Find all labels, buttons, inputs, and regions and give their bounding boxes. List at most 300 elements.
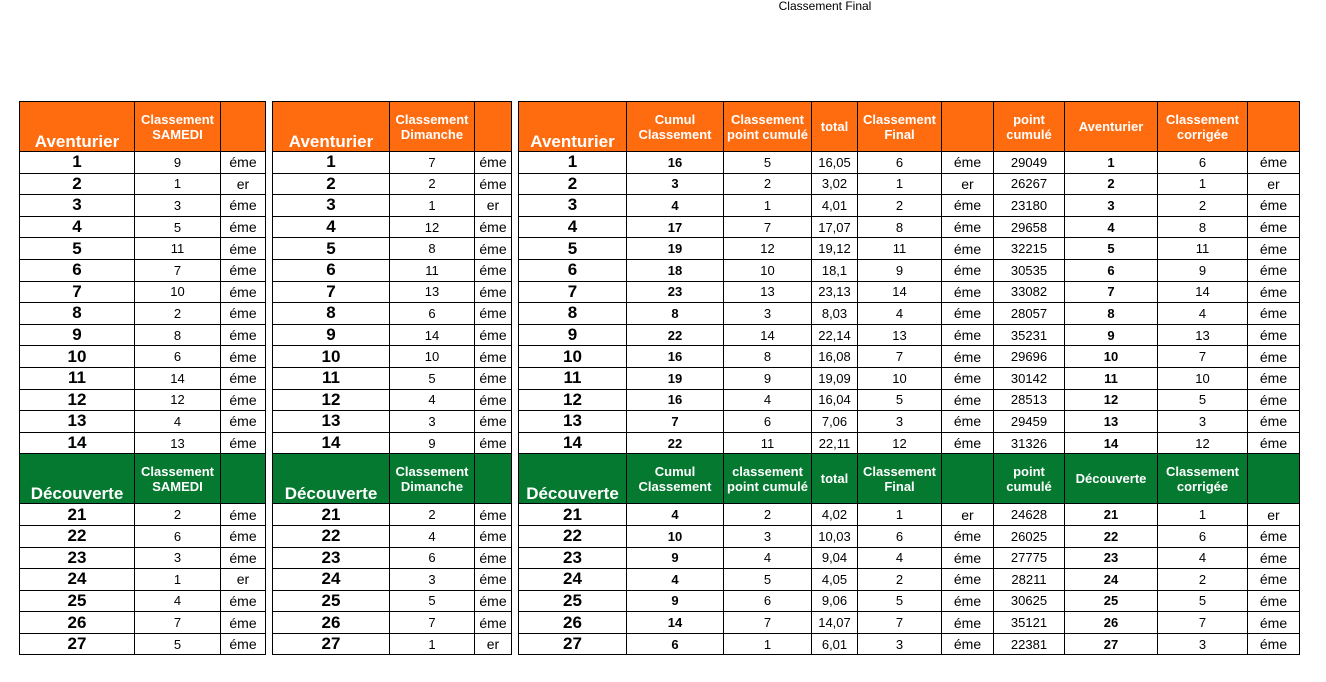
final-rank-cell: 1 xyxy=(858,173,942,195)
total-cell: 9,04 xyxy=(812,547,858,569)
rank-cell: 6 xyxy=(135,525,221,547)
column-header xyxy=(221,102,266,152)
column-header xyxy=(942,102,994,152)
team-id-repeat: 1 xyxy=(1065,152,1158,174)
column-header: Classement corrigée xyxy=(1158,102,1248,152)
team-id: 3 xyxy=(20,195,135,217)
suffix-cell: éme xyxy=(1248,324,1300,346)
table-row xyxy=(519,281,1300,303)
suffix-cell: éme xyxy=(221,411,266,433)
total-cell: 23,13 xyxy=(812,281,858,303)
team-id: 9 xyxy=(273,324,390,346)
team-id: 8 xyxy=(20,303,135,325)
final-rank-cell: 7 xyxy=(858,346,942,368)
final-rank-cell: 2 xyxy=(858,569,942,591)
column-header: Découverte xyxy=(20,454,135,504)
rank-cell: 1 xyxy=(135,173,221,195)
column-header: Aventurier xyxy=(20,102,135,152)
suffix-cell: éme xyxy=(942,281,994,303)
suffix-cell: éme xyxy=(475,303,512,325)
final-ranking-table xyxy=(518,101,1300,655)
points-cell: 28057 xyxy=(994,303,1065,325)
cumul-cell: 18 xyxy=(627,259,724,281)
total-cell: 6,01 xyxy=(812,633,858,655)
points-cell: 30625 xyxy=(994,590,1065,612)
column-header: Découverte xyxy=(1065,454,1158,504)
cumul-cell: 10 xyxy=(627,525,724,547)
point-rank-cell: 3 xyxy=(724,303,812,325)
corrected-rank-cell: 2 xyxy=(1158,569,1248,591)
points-cell: 32215 xyxy=(994,238,1065,260)
suffix-cell: er xyxy=(475,195,512,217)
final-rank-cell: 8 xyxy=(858,216,942,238)
team-id-repeat: 21 xyxy=(1065,504,1158,526)
suffix-cell: éme xyxy=(475,525,512,547)
suffix-cell: éme xyxy=(221,303,266,325)
team-id: 7 xyxy=(519,281,627,303)
suffix-cell: éme xyxy=(942,411,994,433)
point-rank-cell: 2 xyxy=(724,173,812,195)
team-id: 11 xyxy=(273,367,390,389)
final-rank-cell: 4 xyxy=(858,547,942,569)
aventurier-header-row xyxy=(20,102,266,152)
cumul-cell: 9 xyxy=(627,547,724,569)
team-id-repeat: 8 xyxy=(1065,303,1158,325)
team-id: 5 xyxy=(519,238,627,260)
rank-cell: 8 xyxy=(390,238,475,260)
suffix-cell: éme xyxy=(475,504,512,526)
table-row xyxy=(519,152,1300,174)
team-id: 8 xyxy=(273,303,390,325)
total-cell: 19,12 xyxy=(812,238,858,260)
column-header: Classement Dimanche xyxy=(390,454,475,504)
table-row xyxy=(20,259,266,281)
total-cell: 17,07 xyxy=(812,216,858,238)
aventurier-header-row xyxy=(273,102,512,152)
points-cell: 29696 xyxy=(994,346,1065,368)
team-id: 5 xyxy=(273,238,390,260)
suffix-cell: éme xyxy=(221,346,266,368)
final-rank-cell: 4 xyxy=(858,303,942,325)
decouverte-header-row xyxy=(519,454,1300,504)
team-id-repeat: 14 xyxy=(1065,432,1158,454)
points-cell: 28513 xyxy=(994,389,1065,411)
final-rank-cell: 11 xyxy=(858,238,942,260)
final-rank-cell: 5 xyxy=(858,590,942,612)
table-row xyxy=(273,324,512,346)
suffix-cell: éme xyxy=(475,590,512,612)
table-row xyxy=(20,216,266,238)
suffix-cell: éme xyxy=(475,389,512,411)
points-cell: 26025 xyxy=(994,525,1065,547)
final-rank-cell: 14 xyxy=(858,281,942,303)
point-rank-cell: 7 xyxy=(724,612,812,634)
corrected-rank-cell: 5 xyxy=(1158,389,1248,411)
cumul-cell: 4 xyxy=(627,569,724,591)
rank-cell: 5 xyxy=(390,590,475,612)
suffix-cell: er xyxy=(221,173,266,195)
team-id-repeat: 6 xyxy=(1065,259,1158,281)
suffix-cell: éme xyxy=(221,281,266,303)
suffix-cell: éme xyxy=(475,324,512,346)
table-row xyxy=(20,367,266,389)
table-row xyxy=(273,612,512,634)
team-id: 24 xyxy=(20,569,135,591)
team-id: 12 xyxy=(519,389,627,411)
cumul-cell: 16 xyxy=(627,389,724,411)
suffix-cell: éme xyxy=(942,238,994,260)
points-cell: 29658 xyxy=(994,216,1065,238)
cumul-cell: 16 xyxy=(627,152,724,174)
team-id: 25 xyxy=(273,590,390,612)
team-id: 1 xyxy=(519,152,627,174)
team-id: 22 xyxy=(273,525,390,547)
corrected-rank-cell: 1 xyxy=(1158,504,1248,526)
page-title: Classement Final xyxy=(778,0,872,13)
final-rank-cell: 7 xyxy=(858,612,942,634)
cumul-cell: 14 xyxy=(627,612,724,634)
corrected-rank-cell: 4 xyxy=(1158,303,1248,325)
final-rank-cell: 3 xyxy=(858,633,942,655)
suffix-cell: éme xyxy=(942,324,994,346)
team-id: 11 xyxy=(20,367,135,389)
team-id: 2 xyxy=(273,173,390,195)
rank-cell: 12 xyxy=(135,389,221,411)
rank-cell: 5 xyxy=(135,216,221,238)
team-id: 24 xyxy=(273,569,390,591)
rank-cell: 4 xyxy=(390,389,475,411)
column-header: Classement Dimanche xyxy=(390,102,475,152)
rank-cell: 2 xyxy=(135,303,221,325)
suffix-cell: éme xyxy=(221,152,266,174)
total-cell: 4,02 xyxy=(812,504,858,526)
total-cell: 19,09 xyxy=(812,367,858,389)
column-header: Découverte xyxy=(273,454,390,504)
total-cell: 7,06 xyxy=(812,411,858,433)
corrected-rank-cell: 3 xyxy=(1158,411,1248,433)
corrected-rank-cell: 1 xyxy=(1158,173,1248,195)
suffix-cell: éme xyxy=(1248,525,1300,547)
corrected-rank-cell: 13 xyxy=(1158,324,1248,346)
suffix-cell: éme xyxy=(942,367,994,389)
table-row xyxy=(20,547,266,569)
table-row xyxy=(519,411,1300,433)
corrected-rank-cell: 12 xyxy=(1158,432,1248,454)
total-cell: 16,05 xyxy=(812,152,858,174)
suffix-cell: éme xyxy=(942,303,994,325)
rank-cell: 11 xyxy=(390,259,475,281)
column-header xyxy=(221,454,266,504)
table-row xyxy=(519,525,1300,547)
suffix-cell: éme xyxy=(221,367,266,389)
column-header: Classement corrigée xyxy=(1158,454,1248,504)
point-rank-cell: 1 xyxy=(724,633,812,655)
team-id: 26 xyxy=(519,612,627,634)
table-row xyxy=(273,238,512,260)
final-rank-cell: 6 xyxy=(858,152,942,174)
team-id: 9 xyxy=(20,324,135,346)
rank-cell: 6 xyxy=(135,346,221,368)
team-id: 14 xyxy=(519,432,627,454)
points-cell: 24628 xyxy=(994,504,1065,526)
table-row xyxy=(20,281,266,303)
team-id: 4 xyxy=(20,216,135,238)
cumul-cell: 22 xyxy=(627,324,724,346)
final-rank-cell: 1 xyxy=(858,504,942,526)
team-id-repeat: 27 xyxy=(1065,633,1158,655)
rank-cell: 7 xyxy=(135,612,221,634)
table-row xyxy=(519,367,1300,389)
points-cell: 27775 xyxy=(994,547,1065,569)
column-header: Classement SAMEDI xyxy=(135,454,221,504)
table-row xyxy=(20,612,266,634)
team-id: 3 xyxy=(273,195,390,217)
cumul-cell: 6 xyxy=(627,633,724,655)
cumul-cell: 9 xyxy=(627,590,724,612)
point-rank-cell: 13 xyxy=(724,281,812,303)
rank-cell: 6 xyxy=(390,303,475,325)
rank-cell: 9 xyxy=(390,432,475,454)
team-id-repeat: 11 xyxy=(1065,367,1158,389)
suffix-cell: er xyxy=(475,633,512,655)
suffix-cell: éme xyxy=(1248,238,1300,260)
decouverte-header-row xyxy=(20,454,266,504)
suffix-cell: éme xyxy=(1248,633,1300,655)
suffix-cell: éme xyxy=(221,324,266,346)
column-header xyxy=(475,454,512,504)
team-id: 23 xyxy=(20,547,135,569)
table-row xyxy=(519,504,1300,526)
corrected-rank-cell: 7 xyxy=(1158,612,1248,634)
suffix-cell: éme xyxy=(942,216,994,238)
cumul-cell: 17 xyxy=(627,216,724,238)
rank-cell: 2 xyxy=(390,504,475,526)
table-row xyxy=(273,303,512,325)
points-cell: 33082 xyxy=(994,281,1065,303)
suffix-cell: éme xyxy=(942,389,994,411)
column-header: Cumul Classement xyxy=(627,102,724,152)
aventurier-header-row xyxy=(519,102,1300,152)
rank-cell: 6 xyxy=(390,547,475,569)
rank-cell: 3 xyxy=(135,547,221,569)
team-id-repeat: 9 xyxy=(1065,324,1158,346)
point-rank-cell: 7 xyxy=(724,216,812,238)
team-id: 27 xyxy=(519,633,627,655)
suffix-cell: er xyxy=(1248,173,1300,195)
team-id: 10 xyxy=(519,346,627,368)
point-rank-cell: 10 xyxy=(724,259,812,281)
suffix-cell: éme xyxy=(475,411,512,433)
point-rank-cell: 1 xyxy=(724,195,812,217)
table-row xyxy=(519,303,1300,325)
team-id-repeat: 25 xyxy=(1065,590,1158,612)
point-rank-cell: 6 xyxy=(724,411,812,433)
final-rank-cell: 5 xyxy=(858,389,942,411)
rank-cell: 14 xyxy=(390,324,475,346)
point-rank-cell: 12 xyxy=(724,238,812,260)
team-id: 2 xyxy=(20,173,135,195)
team-id: 10 xyxy=(273,346,390,368)
total-cell: 4,01 xyxy=(812,195,858,217)
final-rank-cell: 10 xyxy=(858,367,942,389)
corrected-rank-cell: 11 xyxy=(1158,238,1248,260)
column-header: point cumulé xyxy=(994,102,1065,152)
team-id: 14 xyxy=(20,432,135,454)
column-header xyxy=(1248,454,1300,504)
team-id-repeat: 12 xyxy=(1065,389,1158,411)
team-id-repeat: 10 xyxy=(1065,346,1158,368)
suffix-cell: éme xyxy=(1248,195,1300,217)
rank-cell: 14 xyxy=(135,367,221,389)
suffix-cell: éme xyxy=(942,152,994,174)
team-id: 6 xyxy=(273,259,390,281)
team-id: 23 xyxy=(519,547,627,569)
column-header: Classement point cumulé xyxy=(724,102,812,152)
team-id: 7 xyxy=(20,281,135,303)
table-row xyxy=(20,432,266,454)
final-rank-cell: 12 xyxy=(858,432,942,454)
points-cell: 28211 xyxy=(994,569,1065,591)
team-id: 7 xyxy=(273,281,390,303)
team-id: 23 xyxy=(273,547,390,569)
team-id: 14 xyxy=(273,432,390,454)
suffix-cell: éme xyxy=(221,612,266,634)
corrected-rank-cell: 10 xyxy=(1158,367,1248,389)
table-row xyxy=(273,389,512,411)
table-row xyxy=(519,346,1300,368)
suffix-cell: éme xyxy=(221,432,266,454)
rank-cell: 2 xyxy=(390,173,475,195)
table-row xyxy=(519,569,1300,591)
suffix-cell: éme xyxy=(475,432,512,454)
rank-cell: 4 xyxy=(135,411,221,433)
table-row xyxy=(273,216,512,238)
team-id: 26 xyxy=(273,612,390,634)
suffix-cell: éme xyxy=(475,547,512,569)
points-cell: 35231 xyxy=(994,324,1065,346)
team-id: 9 xyxy=(519,324,627,346)
team-id-repeat: 23 xyxy=(1065,547,1158,569)
table-row xyxy=(273,367,512,389)
team-id: 4 xyxy=(519,216,627,238)
table-row xyxy=(273,590,512,612)
corrected-rank-cell: 14 xyxy=(1158,281,1248,303)
saturday-ranking-table xyxy=(19,101,266,655)
rank-cell: 10 xyxy=(390,346,475,368)
rank-cell: 1 xyxy=(135,569,221,591)
team-id: 12 xyxy=(273,389,390,411)
points-cell: 35121 xyxy=(994,612,1065,634)
suffix-cell: éme xyxy=(221,389,266,411)
point-rank-cell: 5 xyxy=(724,569,812,591)
total-cell: 18,1 xyxy=(812,259,858,281)
cumul-cell: 22 xyxy=(627,432,724,454)
table-row xyxy=(273,547,512,569)
rank-cell: 10 xyxy=(135,281,221,303)
team-id: 25 xyxy=(519,590,627,612)
corrected-rank-cell: 4 xyxy=(1158,547,1248,569)
points-cell: 31326 xyxy=(994,432,1065,454)
column-header xyxy=(475,102,512,152)
column-header: Aventurier xyxy=(519,102,627,152)
table-row xyxy=(273,173,512,195)
table-row xyxy=(20,525,266,547)
column-header: total xyxy=(812,454,858,504)
points-cell: 29459 xyxy=(994,411,1065,433)
corrected-rank-cell: 3 xyxy=(1158,633,1248,655)
suffix-cell: éme xyxy=(221,259,266,281)
table-row xyxy=(20,569,266,591)
corrected-rank-cell: 6 xyxy=(1158,152,1248,174)
suffix-cell: éme xyxy=(942,547,994,569)
corrected-rank-cell: 9 xyxy=(1158,259,1248,281)
table-row xyxy=(519,259,1300,281)
suffix-cell: éme xyxy=(942,346,994,368)
team-id: 21 xyxy=(519,504,627,526)
table-row xyxy=(519,432,1300,454)
table-row xyxy=(273,432,512,454)
corrected-rank-cell: 6 xyxy=(1158,525,1248,547)
point-rank-cell: 4 xyxy=(724,547,812,569)
column-header: Cumul Classement xyxy=(627,454,724,504)
table-row xyxy=(273,504,512,526)
table-row xyxy=(20,346,266,368)
total-cell: 22,14 xyxy=(812,324,858,346)
point-rank-cell: 2 xyxy=(724,504,812,526)
team-id: 21 xyxy=(273,504,390,526)
column-header: classement point cumulé xyxy=(724,454,812,504)
rank-cell: 3 xyxy=(135,195,221,217)
rank-cell: 1 xyxy=(390,195,475,217)
suffix-cell: éme xyxy=(475,173,512,195)
table-row xyxy=(273,346,512,368)
suffix-cell: éme xyxy=(221,238,266,260)
rank-cell: 5 xyxy=(390,367,475,389)
team-id: 3 xyxy=(519,195,627,217)
table-row xyxy=(519,633,1300,655)
table-row xyxy=(273,259,512,281)
sunday-ranking-table xyxy=(272,101,512,655)
team-id: 13 xyxy=(273,411,390,433)
rank-cell: 7 xyxy=(135,259,221,281)
suffix-cell: éme xyxy=(942,525,994,547)
team-id: 12 xyxy=(20,389,135,411)
total-cell: 14,07 xyxy=(812,612,858,634)
suffix-cell: éme xyxy=(475,238,512,260)
suffix-cell: éme xyxy=(1248,569,1300,591)
point-rank-cell: 9 xyxy=(724,367,812,389)
table-row xyxy=(273,152,512,174)
team-id: 4 xyxy=(273,216,390,238)
table-row xyxy=(20,411,266,433)
team-id: 21 xyxy=(20,504,135,526)
suffix-cell: éme xyxy=(475,569,512,591)
table-row xyxy=(519,238,1300,260)
team-id-repeat: 13 xyxy=(1065,411,1158,433)
table-row xyxy=(273,633,512,655)
rank-cell: 13 xyxy=(390,281,475,303)
team-id: 27 xyxy=(20,633,135,655)
table-row xyxy=(20,195,266,217)
corrected-rank-cell: 8 xyxy=(1158,216,1248,238)
suffix-cell: éme xyxy=(221,195,266,217)
suffix-cell: éme xyxy=(1248,281,1300,303)
suffix-cell: éme xyxy=(1248,590,1300,612)
suffix-cell: éme xyxy=(942,633,994,655)
table-row xyxy=(20,173,266,195)
point-rank-cell: 11 xyxy=(724,432,812,454)
suffix-cell: éme xyxy=(1248,216,1300,238)
